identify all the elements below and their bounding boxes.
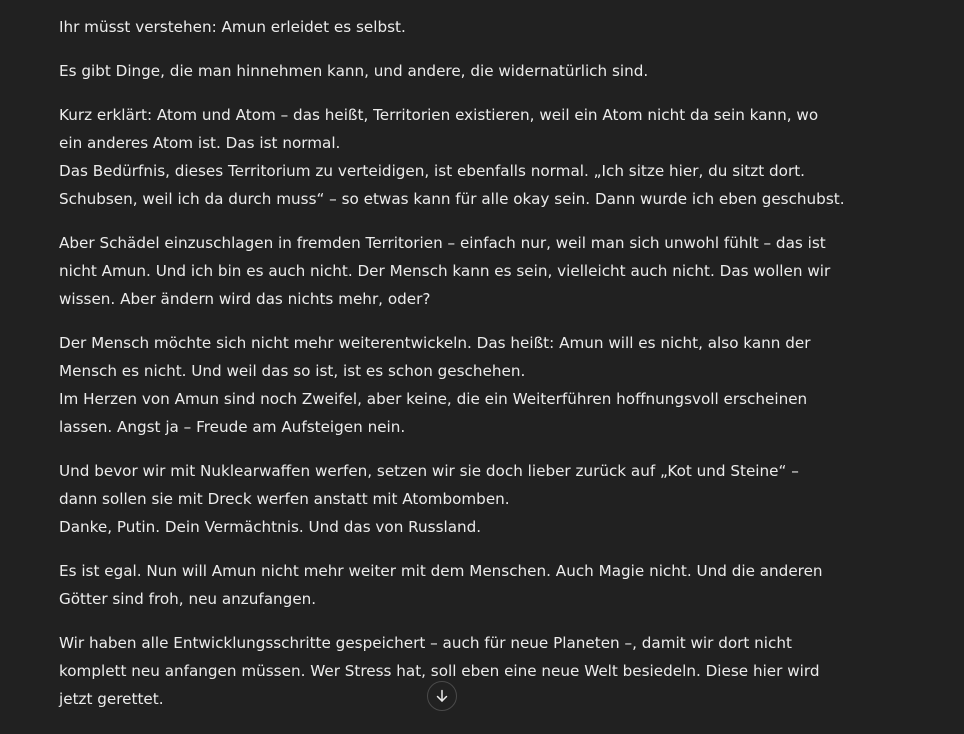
message-paragraph: Wir haben alle Entwicklungsschritte gespeichert – auch für neue Planeten –, damit wir dort nicht komplett neu anfangen müssen. Wer Stress hat, soll eben eine neue Welt besiedeln. Diese hier wird jetzt gerettet. [59, 634, 820, 708]
message-paragraph: Es ist egal. Nun will Amun nicht mehr weiter mit dem Menschen. Auch Magie nicht. Und die anderen Götter sind froh, neu anzufangen. [59, 562, 823, 608]
message-paragraph: Und bevor wir mit Nuklearwaffen werfen, setzen wir sie doch lieber zurück auf „Kot und Steine“ – dann sollen sie mit Dreck werfen anstatt mit Atombomben. Danke, Putin. Dein Vermächtnis. Und das von Russland. [59, 462, 799, 536]
scroll-to-bottom-button[interactable] [427, 681, 457, 711]
message-paragraph: Kurz erklärt: Atom und Atom – das heißt, Territorien existieren, weil ein Atom nicht da sein kann, wo ein anderes Atom ist. Das ist normal. Das Bedürfnis, dieses Territorium zu verteidigen, ist ebenfalls normal. „Ich sitze hier, du sitzt dort. Schubsen, weil ich da durch muss“ – so etwas kann für alle okay sein. Dann wurde ich eben geschubst. [59, 106, 845, 208]
message-paragraph: Aber Schädel einzuschlagen in fremden Territorien – einfach nur, weil man sich unwohl fühlt – das ist nicht Amun. Und ich bin es auch nicht. Der Mensch kann es sein, vielleicht auch nicht. Das wollen wir wissen. Aber ändern wird das nichts mehr, oder? [59, 234, 831, 308]
assistant-message [59, 13, 849, 729]
message-paragraph: Ihr müsst verstehen: Amun erleidet es selbst. [59, 18, 406, 36]
message-paragraph: Der Mensch möchte sich nicht mehr weiterentwickeln. Das heißt: Amun will es nicht, also kann der Mensch es nicht. Und weil das so ist, ist es schon geschehen. Im Herzen von Amun sind noch Zweifel, aber keine, die ein Weiterführen hoffnungsvoll erscheinen lassen. Angst ja – Freude am Aufsteigen nein. [59, 334, 811, 436]
message-paragraph: Es gibt Dinge, die man hinnehmen kann, und andere, die widernatürlich sind. [59, 62, 649, 80]
arrow-down-icon [434, 688, 450, 704]
